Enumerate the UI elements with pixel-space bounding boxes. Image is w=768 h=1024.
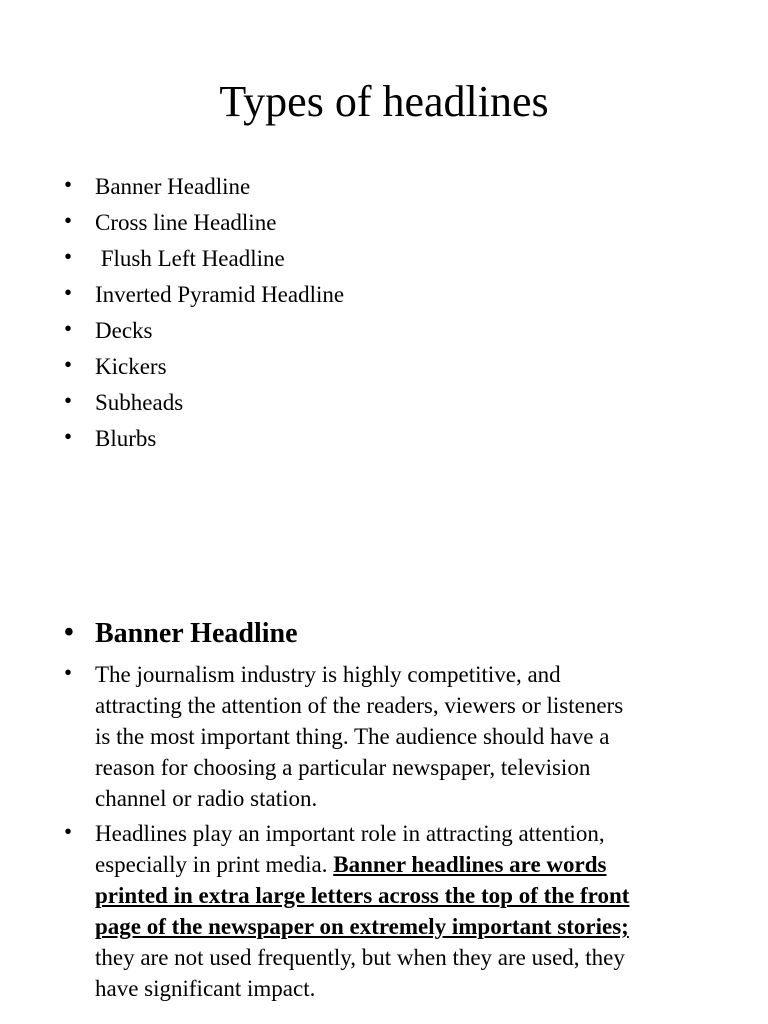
list-item [0,421,344,457]
list-item [0,313,344,349]
list-item-label: Subheads [95,390,184,415]
bullet: • [64,819,73,844]
list-item [0,169,344,205]
banner-headline-section [0,613,768,1004]
list-item [0,241,344,277]
list-item-label: Banner Headline [95,174,251,199]
bullet: • [64,424,73,449]
paragraph-1 [0,659,695,814]
list-item-label: Flush Left Headline [95,246,285,271]
list-item [0,385,344,421]
paragraph-2-outro: they are not used frequently, but when they are used, they have significant impact. [95,945,625,1001]
list-item-label: Cross line Headline [95,210,277,235]
list-item-label: Kickers [95,354,167,379]
paragraph-2-intro: Headlines play an important role in attracting attention, especially in print media. [95,821,605,877]
headline-types-list [0,169,344,457]
bullet: • [64,208,73,233]
bullet: • [64,617,74,648]
paragraph-2 [0,818,695,1004]
section-heading [0,613,768,655]
bullet: • [64,352,73,377]
bullet: • [64,388,73,413]
paragraph-1-text: The journalism industry is highly competitive, and attracting the attention of the readers, viewers or listeners is the most important thing. The audience should have a reason for choosing a particular newspaper, television channel or radio station. [95,662,624,811]
bullet: • [64,660,73,685]
bullet: • [64,316,73,341]
list-item-label: Inverted Pyramid Headline [95,282,345,307]
list-item [0,349,344,385]
list-item [0,277,344,313]
section-heading-text: Banner Headline [95,618,298,649]
list-item-label: Decks [95,318,153,343]
bullet: • [64,172,73,197]
page-title: Types of headlines [219,77,549,126]
paragraph-2-emphasis: Banner headlines are words printed in extra large letters across the top of the front page of the newspaper on extremely important stories; [95,852,630,939]
list-item-label: Blurbs [95,426,157,451]
bullet: • [64,280,73,305]
bullet: • [64,244,73,269]
list-item [0,205,344,241]
